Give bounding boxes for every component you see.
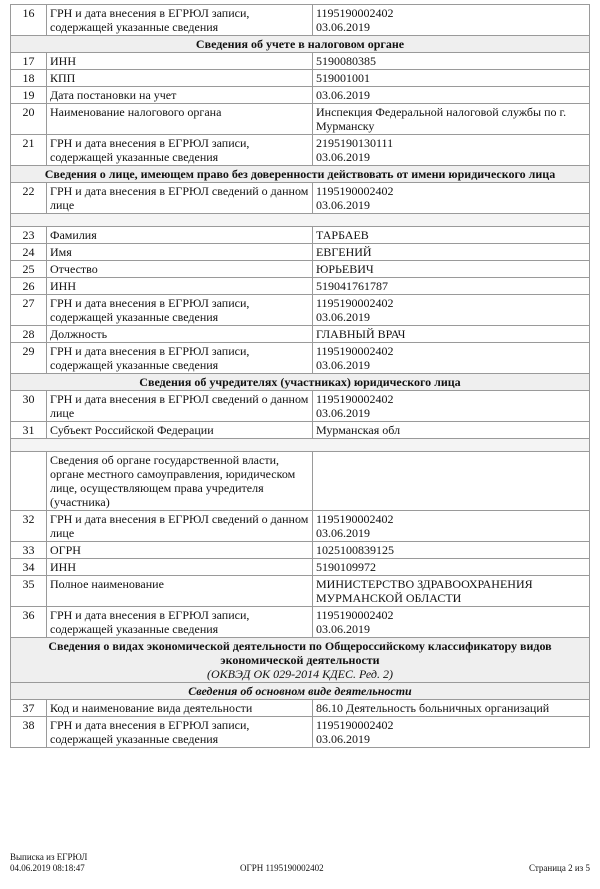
field-label: Фамилия bbox=[47, 227, 313, 244]
field-value: 1195190002402 03.06.2019 bbox=[313, 607, 590, 638]
field-label: ГРН и дата внесения в ЕГРЮЛ записи, содержащей указанные сведения bbox=[47, 135, 313, 166]
field-value: 1195190002402 03.06.2019 bbox=[313, 717, 590, 748]
row-number: 26 bbox=[11, 278, 47, 295]
field-value: 519041761787 bbox=[313, 278, 590, 295]
footer-datetime: 04.06.2019 08:18:47 bbox=[10, 863, 85, 873]
field-value: ЮРЬЕВИЧ bbox=[313, 261, 590, 278]
field-label: Дата постановки на учет bbox=[47, 87, 313, 104]
record-row bbox=[11, 227, 590, 244]
field-value: 1195190002402 03.06.2019 bbox=[313, 391, 590, 422]
field-value: Инспекция Федеральной налоговой службы по г. Мурманску bbox=[313, 104, 590, 135]
section-title-cell bbox=[11, 166, 590, 183]
record-row bbox=[11, 183, 590, 214]
field-label: ГРН и дата внесения в ЕГРЮЛ записи, содержащей указанные сведения bbox=[47, 717, 313, 748]
field-value: Мурманская обл bbox=[313, 422, 590, 439]
section-title: Сведения о лице, имеющем право без доверенности действовать от имени юридического лица bbox=[44, 167, 556, 181]
spacer-cell bbox=[11, 439, 590, 452]
record-row bbox=[11, 70, 590, 87]
row-number: 30 bbox=[11, 391, 47, 422]
section-title-cell bbox=[11, 374, 590, 391]
row-number: 18 bbox=[11, 70, 47, 87]
spacer-cell bbox=[11, 214, 590, 227]
field-label: ГРН и дата внесения в ЕГРЮЛ записи, содержащей указанные сведения bbox=[47, 295, 313, 326]
section-title: Сведения об учете в налоговом органе bbox=[195, 37, 405, 51]
field-label: Имя bbox=[47, 244, 313, 261]
field-value: 519001001 bbox=[313, 70, 590, 87]
field-label: ГРН и дата внесения в ЕГРЮЛ сведений о данном лице bbox=[47, 183, 313, 214]
record-row bbox=[11, 452, 590, 511]
row-number bbox=[11, 452, 47, 511]
field-value: 2195190130111 03.06.2019 bbox=[313, 135, 590, 166]
page-footer bbox=[10, 852, 590, 880]
record-row bbox=[11, 278, 590, 295]
record-row bbox=[11, 5, 590, 36]
record-row bbox=[11, 326, 590, 343]
record-row bbox=[11, 391, 590, 422]
field-label: ГРН и дата внесения в ЕГРЮЛ сведений о данном лице bbox=[47, 391, 313, 422]
field-label: ГРН и дата внесения в ЕГРЮЛ записи, содержащей указанные сведения bbox=[47, 607, 313, 638]
field-label: ОГРН bbox=[47, 542, 313, 559]
footer-page-number: Страница 2 из 5 bbox=[529, 863, 590, 873]
section-title-cell bbox=[11, 36, 590, 53]
row-number: 33 bbox=[11, 542, 47, 559]
field-label: Сведения об органе государственной власти, органе местного самоуправления, юридическом лице, осуществляющем права учредителя (участника) bbox=[47, 452, 313, 511]
row-number: 34 bbox=[11, 559, 47, 576]
field-value: 1195190002402 03.06.2019 bbox=[313, 511, 590, 542]
row-number: 24 bbox=[11, 244, 47, 261]
egrul-extract-table bbox=[10, 4, 590, 748]
row-number: 37 bbox=[11, 700, 47, 717]
field-label: ИНН bbox=[47, 278, 313, 295]
record-row bbox=[11, 261, 590, 278]
field-value: 1195190002402 03.06.2019 bbox=[313, 183, 590, 214]
field-value: 03.06.2019 bbox=[313, 87, 590, 104]
row-number: 16 bbox=[11, 5, 47, 36]
field-label: Полное наименование bbox=[47, 576, 313, 607]
field-label: Код и наименование вида деятельности bbox=[47, 700, 313, 717]
field-value: 1025100839125 bbox=[313, 542, 590, 559]
row-number: 25 bbox=[11, 261, 47, 278]
row-number: 22 bbox=[11, 183, 47, 214]
record-row bbox=[11, 576, 590, 607]
row-number: 29 bbox=[11, 343, 47, 374]
section-header bbox=[11, 638, 590, 683]
field-label: ГРН и дата внесения в ЕГРЮЛ записи, содержащей указанные сведения bbox=[47, 5, 313, 36]
section-title: Сведения о видах экономической деятельности по Общероссийскому классификатору видов экономической деятельности bbox=[48, 639, 552, 667]
row-number: 20 bbox=[11, 104, 47, 135]
section-header bbox=[11, 374, 590, 391]
record-row bbox=[11, 53, 590, 70]
row-number: 35 bbox=[11, 576, 47, 607]
row-number: 23 bbox=[11, 227, 47, 244]
record-row bbox=[11, 559, 590, 576]
field-value: 86.10 Деятельность больничных организаций bbox=[313, 700, 590, 717]
field-label: Отчество bbox=[47, 261, 313, 278]
row-number: 27 bbox=[11, 295, 47, 326]
field-label: ИНН bbox=[47, 559, 313, 576]
row-number: 28 bbox=[11, 326, 47, 343]
row-number: 31 bbox=[11, 422, 47, 439]
record-row bbox=[11, 135, 590, 166]
field-label: Наименование налогового органа bbox=[47, 104, 313, 135]
record-row bbox=[11, 244, 590, 261]
field-value: ЕВГЕНИЙ bbox=[313, 244, 590, 261]
field-value bbox=[313, 452, 590, 511]
record-row bbox=[11, 717, 590, 748]
subsection-title: Сведения об основном виде деятельности bbox=[11, 683, 590, 700]
field-value: ТАРБАЕВ bbox=[313, 227, 590, 244]
spacer-row bbox=[11, 439, 590, 452]
subsection-header bbox=[11, 683, 590, 700]
field-value: 5190080385 bbox=[313, 53, 590, 70]
field-value: ГЛАВНЫЙ ВРАЧ bbox=[313, 326, 590, 343]
section-subtitle: (ОКВЭД ОК 029-2014 КДЕС. Ред. 2) bbox=[206, 667, 393, 681]
field-label: Субъект Российской Федерации bbox=[47, 422, 313, 439]
section-title-cell bbox=[11, 638, 590, 683]
record-row bbox=[11, 87, 590, 104]
record-row bbox=[11, 343, 590, 374]
row-number: 38 bbox=[11, 717, 47, 748]
field-label: Должность bbox=[47, 326, 313, 343]
field-label: ГРН и дата внесения в ЕГРЮЛ сведений о данном лице bbox=[47, 511, 313, 542]
record-row bbox=[11, 542, 590, 559]
field-label: ИНН bbox=[47, 53, 313, 70]
spacer-row bbox=[11, 214, 590, 227]
field-label: ГРН и дата внесения в ЕГРЮЛ записи, содержащей указанные сведения bbox=[47, 343, 313, 374]
row-number: 17 bbox=[11, 53, 47, 70]
record-row bbox=[11, 607, 590, 638]
row-number: 36 bbox=[11, 607, 47, 638]
record-row bbox=[11, 511, 590, 542]
record-row bbox=[11, 700, 590, 717]
row-number: 21 bbox=[11, 135, 47, 166]
field-label: КПП bbox=[47, 70, 313, 87]
section-header bbox=[11, 166, 590, 183]
record-row bbox=[11, 422, 590, 439]
footer-doc-name: Выписка из ЕГРЮЛ bbox=[10, 852, 88, 862]
record-row bbox=[11, 104, 590, 135]
field-value: МИНИСТЕРСТВО ЗДРАВООХРАНЕНИЯ МУРМАНСКОЙ ОБЛАСТИ bbox=[313, 576, 590, 607]
footer-ogrn: ОГРН 1195190002402 bbox=[240, 863, 324, 873]
footer-doc-info bbox=[10, 852, 87, 874]
field-value: 1195190002402 03.06.2019 bbox=[313, 5, 590, 36]
section-title: Сведения об учредителях (участниках) юридического лица bbox=[139, 375, 461, 389]
row-number: 32 bbox=[11, 511, 47, 542]
row-number: 19 bbox=[11, 87, 47, 104]
field-value: 5190109972 bbox=[313, 559, 590, 576]
field-value: 1195190002402 03.06.2019 bbox=[313, 295, 590, 326]
section-header bbox=[11, 36, 590, 53]
record-row bbox=[11, 295, 590, 326]
field-value: 1195190002402 03.06.2019 bbox=[313, 343, 590, 374]
